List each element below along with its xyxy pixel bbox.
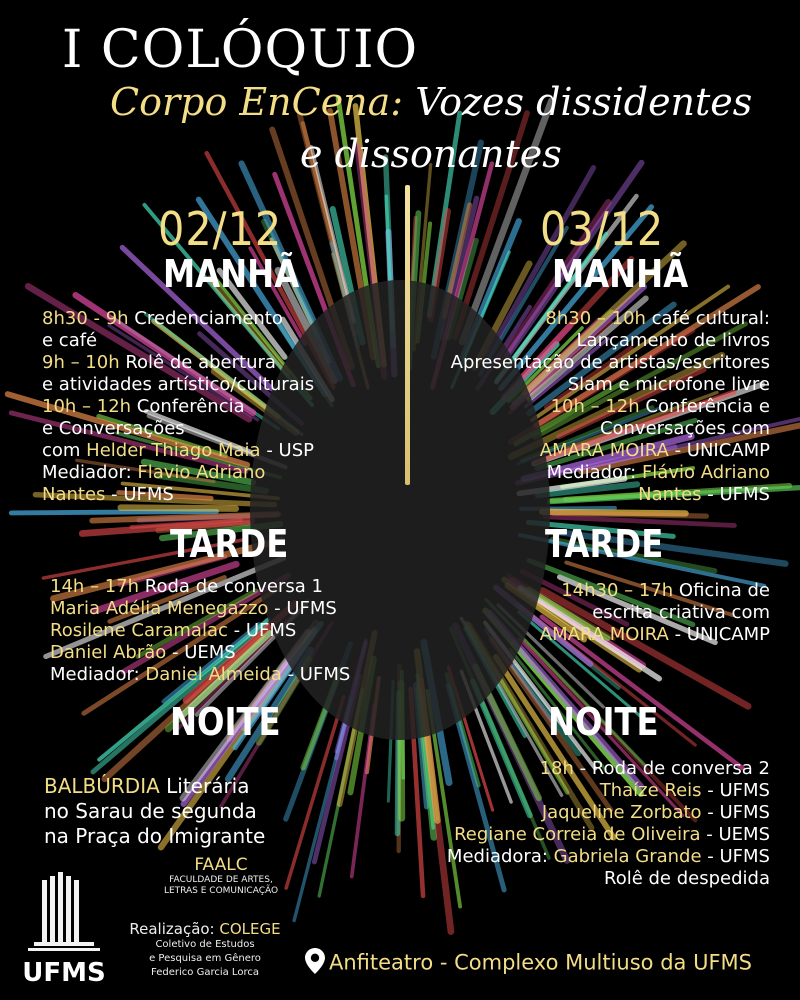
subtitle-highlight: Corpo EnCena: bbox=[110, 80, 404, 124]
day1-morning-label: MANHÃ bbox=[163, 252, 300, 296]
schedule-line bbox=[50, 620, 350, 642]
line-text: Credenciamento bbox=[128, 308, 283, 329]
day2-afternoon-label: TARDE bbox=[545, 522, 664, 566]
line-text: e atividades artístico/culturais bbox=[42, 374, 315, 395]
schedule-line bbox=[42, 484, 314, 506]
line-text: Conversações com bbox=[599, 418, 770, 439]
line-highlight: AMARA MOIRA bbox=[539, 624, 669, 645]
schedule-line bbox=[50, 598, 350, 620]
schedule-line bbox=[447, 868, 770, 890]
day2-night-schedule bbox=[447, 758, 770, 890]
line-text: - UEMS bbox=[700, 824, 770, 845]
line-highlight: 10h – 12h bbox=[42, 396, 132, 417]
line-highlight: BALBÚRDIA bbox=[44, 774, 160, 798]
schedule-line bbox=[451, 330, 770, 352]
line-highlight: Daniel Almeida bbox=[145, 664, 282, 685]
line-text: - Roda de conversa 2 bbox=[573, 758, 770, 779]
line-highlight: Nantes bbox=[42, 484, 106, 505]
line-text: - UNICAMP bbox=[668, 440, 770, 461]
line-text: e Conversações bbox=[42, 418, 185, 439]
line-highlight: Thaíze Reis bbox=[599, 780, 702, 801]
schedule-line bbox=[447, 780, 770, 802]
line-highlight: Jaqueline Zorbato bbox=[541, 802, 702, 823]
line-highlight: 8h30 - 9h bbox=[42, 308, 129, 329]
day1-night-label: NOITE bbox=[170, 700, 281, 744]
ufms-logo bbox=[18, 870, 110, 990]
line-highlight: 14h – 17h bbox=[50, 576, 140, 597]
colege-name: COLEGE bbox=[214, 920, 281, 938]
schedule-line bbox=[42, 462, 314, 484]
colege-line-1: Coletivo de Estudos bbox=[155, 939, 255, 950]
schedule-line bbox=[50, 576, 350, 598]
line-text: - UFMS bbox=[701, 484, 770, 505]
line-text: - UEMS bbox=[166, 642, 236, 663]
line-highlight: 8h30 – 10h bbox=[545, 308, 646, 329]
schedule-line bbox=[451, 308, 770, 330]
line-text: Apresentação de artistas/escritores bbox=[450, 352, 770, 373]
line-highlight: 14h30 – 17h bbox=[561, 580, 674, 601]
line-highlight: Daniel Abrão bbox=[50, 642, 167, 663]
line-text: Rolê de abertura bbox=[119, 352, 276, 373]
schedule-line bbox=[44, 799, 265, 824]
line-prefix: Mediador: bbox=[42, 462, 138, 483]
line-text: café cultural: bbox=[645, 308, 770, 329]
line-highlight: Gabriela Grande bbox=[553, 846, 702, 867]
line-text: Slam e microfone livre bbox=[567, 374, 770, 395]
line-text: Rolê de despedida bbox=[604, 868, 770, 889]
line-text: - UFMS bbox=[701, 780, 770, 801]
line-text: no Sarau de segunda bbox=[44, 799, 257, 823]
schedule-line bbox=[50, 642, 350, 664]
schedule-line bbox=[44, 824, 265, 849]
line-text: na Praça do Imigrante bbox=[44, 824, 266, 848]
line-text: - UNICAMP bbox=[668, 624, 770, 645]
faalc-title: FAALC bbox=[194, 855, 248, 875]
line-text: - USP bbox=[260, 440, 314, 461]
line-text: Lançamento de livros bbox=[576, 330, 770, 351]
event-title: I COLÓQUIO bbox=[61, 20, 419, 80]
line-highlight: AMARA MOIRA bbox=[539, 440, 669, 461]
day1-morning-schedule bbox=[42, 308, 314, 506]
location-text: Anfiteatro - Complexo Multiuso da UFMS bbox=[329, 950, 752, 975]
line-highlight: Flávio Adriano bbox=[641, 462, 770, 483]
day1-afternoon-schedule bbox=[50, 576, 350, 686]
line-prefix: Mediadora: bbox=[446, 846, 554, 867]
day2-morning-schedule bbox=[451, 308, 770, 506]
schedule-line bbox=[447, 824, 770, 846]
day2-morning-label: MANHÃ bbox=[552, 252, 689, 296]
burst-ray bbox=[554, 513, 707, 516]
schedule-line bbox=[447, 846, 770, 868]
line-text: escrita criativa com bbox=[592, 602, 770, 623]
day1-night-schedule bbox=[44, 774, 265, 849]
line-highlight: Flavio Adriano bbox=[137, 462, 266, 483]
schedule-line bbox=[451, 352, 770, 374]
day2-date: 03/12 bbox=[540, 202, 665, 256]
colege-line-3: Federico Garcia Lorca bbox=[151, 967, 259, 978]
line-text: - UFMS bbox=[268, 598, 337, 619]
colege-line-2: e Pesquisa em Gênero bbox=[149, 953, 261, 964]
faalc-subtitle-2: LETRAS E COMUNICAÇÃO bbox=[163, 886, 279, 896]
center-divider bbox=[405, 185, 410, 485]
line-text: - UFMS bbox=[227, 620, 297, 641]
schedule-line bbox=[451, 484, 770, 506]
line-highlight: 9h – 10h bbox=[42, 352, 120, 373]
line-highlight: 10h – 12h bbox=[550, 396, 640, 417]
subtitle-rest: Vozes dissidentes bbox=[403, 80, 753, 124]
schedule-line bbox=[50, 664, 350, 686]
faalc-credit bbox=[156, 855, 286, 897]
day1-date: 02/12 bbox=[158, 202, 283, 256]
line-text: Conferência e bbox=[639, 396, 770, 417]
line-text: Oficina de bbox=[673, 580, 770, 601]
schedule-line bbox=[42, 308, 314, 330]
day2-night-label: NOITE bbox=[548, 700, 659, 744]
realizacao-label: Realização: bbox=[129, 920, 215, 938]
line-highlight: Nantes bbox=[638, 484, 702, 505]
line-text: - UFMS bbox=[701, 802, 770, 823]
schedule-line bbox=[451, 418, 770, 440]
line-prefix: Mediador: bbox=[50, 664, 146, 685]
day2-afternoon-schedule bbox=[540, 580, 770, 646]
schedule-line bbox=[42, 440, 314, 462]
colege-credit bbox=[120, 920, 290, 980]
line-highlight: Helder Thiago Maia bbox=[86, 440, 261, 461]
event-subtitle-line1 bbox=[110, 80, 752, 124]
schedule-line bbox=[42, 396, 314, 418]
line-text: Literária bbox=[159, 774, 250, 798]
day1-afternoon-label: TARDE bbox=[170, 522, 289, 566]
line-highlight: Maria Adélia Menegazzo bbox=[50, 598, 269, 619]
schedule-line bbox=[451, 374, 770, 396]
faalc-subtitle-1: FACULDADE DE ARTES, bbox=[169, 875, 273, 885]
line-text: - UFMS bbox=[105, 484, 174, 505]
line-text: e café bbox=[42, 330, 98, 351]
line-text: - UFMS bbox=[281, 664, 351, 685]
line-text: - UFMS bbox=[701, 846, 770, 867]
line-text: Conferência bbox=[131, 396, 245, 417]
line-highlight: Regiane Correia de Oliveira bbox=[454, 824, 701, 845]
schedule-line bbox=[42, 352, 314, 374]
line-highlight: Rosilene Caramalac bbox=[50, 620, 228, 641]
schedule-line bbox=[447, 758, 770, 780]
burst-ray bbox=[121, 508, 236, 509]
schedule-line bbox=[42, 330, 314, 352]
schedule-line bbox=[42, 418, 314, 440]
schedule-line bbox=[540, 580, 770, 602]
schedule-line bbox=[451, 440, 770, 462]
burst-ray bbox=[11, 511, 216, 513]
schedule-line bbox=[447, 802, 770, 824]
ufms-logo-text: UFMS bbox=[22, 958, 106, 988]
schedule-line bbox=[451, 396, 770, 418]
schedule-line bbox=[42, 374, 314, 396]
map-pin-icon bbox=[305, 948, 325, 979]
line-highlight: 18h bbox=[539, 758, 574, 779]
schedule-line bbox=[540, 624, 770, 646]
schedule-line bbox=[44, 774, 265, 799]
event-subtitle-line2: e dissonantes bbox=[300, 132, 562, 176]
line-prefix: Mediador: bbox=[546, 462, 642, 483]
location bbox=[305, 948, 752, 979]
schedule-line bbox=[540, 602, 770, 624]
schedule-line bbox=[451, 462, 770, 484]
line-prefix: com bbox=[42, 440, 87, 461]
line-text: Roda de conversa 1 bbox=[139, 576, 323, 597]
